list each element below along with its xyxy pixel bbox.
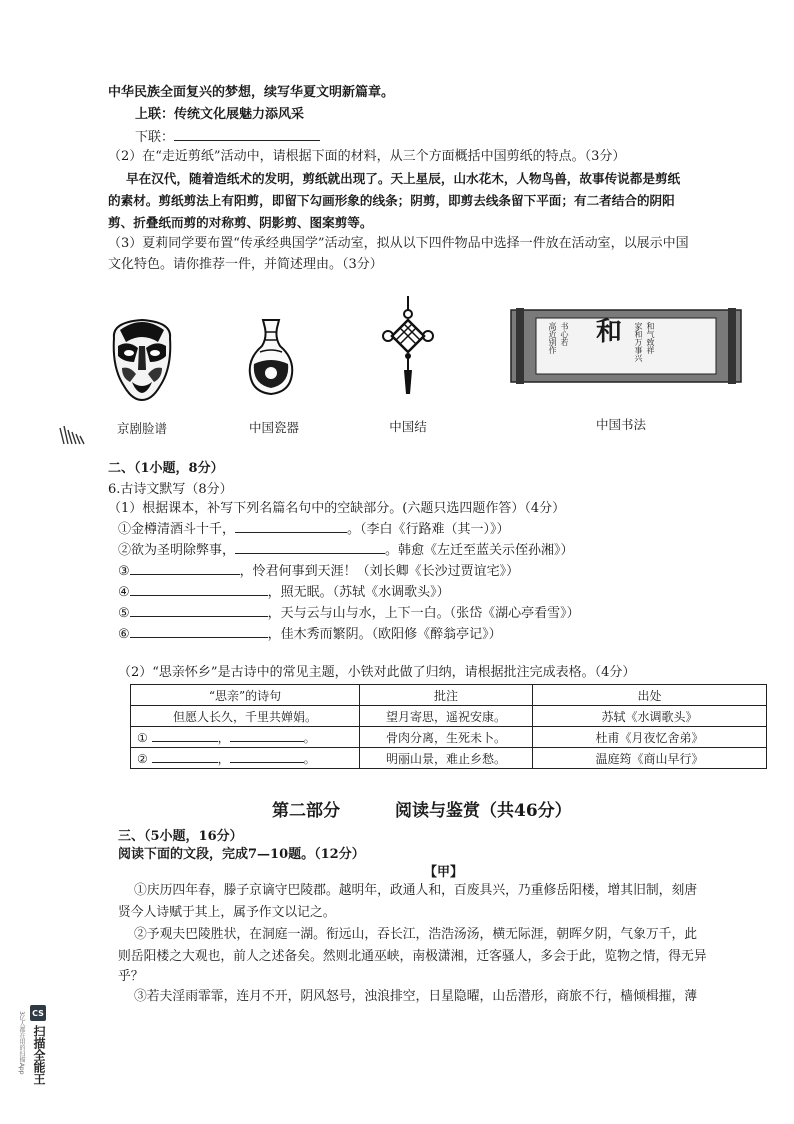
scroll-col: 高近别作 (548, 322, 557, 354)
watermark-tagline: 3亿人都在用的扫描App (18, 1011, 25, 1075)
q2-material-line: 早在汉代，随着造纸术的发明，剪纸就出现了。天上星辰，山水花木，人物鸟兽，故事传说都是剪纸 (126, 171, 681, 186)
watermark-app-name: 扫描全能王 (32, 1025, 46, 1085)
couplet-lower-blank (174, 128, 320, 141)
item-label: 中国瓷器 (248, 420, 299, 435)
passage-line: ②予观夫巴陵胜状，在洞庭一湖。衔远山，吞长江，浩浩汤汤，横无际涯，朝晖夕阴，气象万千，此 (134, 927, 698, 942)
q3-prompt-line1: （3）夏莉同学要布置“传承经典国学”活动室，拟从以下四件物品中选择一件放在活动室，以展示中国 (108, 236, 689, 251)
row-marker: ① (137, 730, 148, 745)
continued-line: 中华民族全面复兴的梦想，续写华夏文明新篇章。 (108, 85, 395, 100)
table-cell-note: 明丽山景，难止乡愁。 (360, 748, 533, 769)
scroll-col: 家和万事兴 (634, 322, 643, 362)
row-marker: ② (137, 751, 148, 766)
table-cell-poem: 但愿人长久，千里共婵娟。 (131, 706, 360, 727)
table-cell-note: 骨肉分离，生死未卜。 (360, 727, 533, 748)
passage-tag: 【甲】 (424, 865, 464, 880)
recite-after: ，照无眠。（苏轼《水调歌头》） (267, 585, 450, 600)
scanner-watermark (14, 1005, 46, 1117)
answer-blank (130, 583, 268, 596)
table-header: “思亲”的诗句 (131, 685, 360, 706)
q6-title: 6.古诗文默写（8分） (108, 482, 233, 497)
item-label: 京剧脸谱 (116, 421, 167, 436)
table-header-row (131, 685, 767, 706)
recite-line-5 (118, 604, 580, 623)
couplet-lower (135, 128, 320, 147)
recite-after: ，天与云与山与水，上下一白。（张岱《湖心亭看雪》） (267, 606, 580, 621)
couplet-upper: 上联：传统文化展魅力添风采 (135, 107, 305, 122)
passage-line: 乎？ (118, 969, 144, 984)
passage-line: ③若夫淫雨霏霏，连月不开，阴风怒号，浊浪排空，日星隐曜，山岳潜形，商旅不行，樯倾楫摧，薄 (134, 989, 698, 1004)
scroll-col: 和气致祥 (646, 322, 655, 354)
table-cell-source: 温庭筠《商山早行》 (533, 748, 767, 769)
couplet-lower-label: 下联： (135, 130, 175, 145)
calligraphy-scroll-icon (510, 306, 742, 386)
scroll-col: 书心若 (560, 322, 569, 346)
summary-table (130, 684, 767, 769)
table-header: 出处 (533, 685, 767, 706)
answer-blank (152, 729, 218, 742)
q2-prompt: （2）在“走近剪纸”活动中，请根据下面的材料，从三个方面概括中国剪纸的特点。（3分） (108, 149, 626, 164)
recite-before: ⑥ (118, 627, 130, 642)
table-row (131, 727, 767, 748)
section2-header: 二、（1小题，8分） (108, 461, 224, 476)
recite-line-3 (118, 562, 519, 581)
end: 。 (303, 751, 316, 766)
answer-blank (235, 541, 385, 554)
item-label: 中国结 (389, 419, 427, 434)
q3-prompt-line2: 文化特色。请你推荐一件，并简述理由。（3分） (108, 257, 383, 272)
answer-blank (130, 562, 240, 575)
part2-subtitle: 阅读与鉴赏（共46分） (395, 801, 572, 821)
q6-1-prompt: （1）根据课本，补写下列名篇名句中的空缺部分。(六题只选四题作答）（4分） (108, 501, 566, 516)
recite-after: ，怜君何事到天涯！（刘长卿《长沙过贾谊宅》） (239, 564, 520, 579)
opera-mask-icon (108, 316, 176, 402)
answer-blank (130, 625, 268, 638)
q6-2-prompt: （2）“思亲怀乡”是古诗中的常见主题，小铁对此做了归纳，请根据批注完成表格。（4分） (118, 665, 636, 680)
porcelain-vase-icon (246, 318, 296, 396)
item-label: 中国书法 (595, 417, 646, 432)
q2-material-line: 剪、折叠纸而剪的对称剪、阴影剪、图案剪等。 (108, 215, 373, 230)
table-cell-poem (131, 748, 360, 769)
scroll-main-char: 和 (596, 317, 623, 347)
recite-before: ③ (118, 564, 130, 579)
reading-instruction: 阅读下面的文段，完成7—10题。（12分） (118, 847, 365, 862)
recite-before: ①金樽清酒斗十千， (118, 522, 236, 537)
passage-line: 贤今人诗赋于其上，属予作文以记之。 (118, 905, 336, 920)
answer-blank (152, 750, 218, 763)
answer-blank (230, 750, 304, 763)
table-cell-source: 苏轼《水调歌头》 (533, 706, 767, 727)
sep: ， (217, 751, 230, 766)
passage-line: 则岳阳楼之大观也，前人之述备矣。然则北通巫峡，南极潇湘，迁客骚人，多会于此，览物之情，得无异 (118, 949, 707, 964)
recite-before: ④ (118, 585, 130, 600)
section3-header: 三、（5小题，16分） (118, 829, 243, 844)
sep: ， (217, 730, 230, 745)
cs-logo-icon: CS (30, 1005, 46, 1021)
recite-line-6 (118, 625, 502, 644)
q2-material-line: 的素材。剪纸剪法上有阳剪，即留下勾画形象的线条；阴剪，即剪去线条留下平面；有二者结合的阴阳 (108, 193, 675, 208)
chinese-knot-icon (380, 296, 436, 396)
part2-title: 第二部分 (272, 801, 340, 821)
table-row (131, 706, 767, 727)
recite-line-1 (118, 520, 510, 539)
end: 。 (303, 730, 316, 745)
table-header: 批注 (360, 685, 533, 706)
table-cell-poem (131, 727, 360, 748)
recite-after: 。韩愈《左迁至蓝关示侄孙湘》） (385, 543, 574, 558)
recite-before: ⑤ (118, 606, 130, 621)
passage-line: ①庆历四年春，滕子京谪守巴陵郡。越明年，政通人和，百废具兴，乃重修岳阳楼，增其旧制，刻唐 (134, 883, 698, 898)
table-row (131, 748, 767, 769)
answer-blank (130, 604, 268, 617)
recite-line-4 (118, 583, 450, 602)
scan-artifact (58, 424, 86, 446)
recite-line-2 (118, 541, 574, 560)
table-cell-source: 杜甫《月夜忆舍弟》 (533, 727, 767, 748)
table-cell-note: 望月寄思，遥祝安康。 (360, 706, 533, 727)
recite-after: 。（李白《行路难（其一）》） (347, 522, 510, 537)
recite-after: ，佳木秀而繁阴。（欧阳修《醉翁亭记》） (267, 627, 502, 642)
recite-before: ②欲为圣明除弊事， (118, 543, 236, 558)
answer-blank (230, 729, 304, 742)
answer-blank (235, 520, 347, 533)
